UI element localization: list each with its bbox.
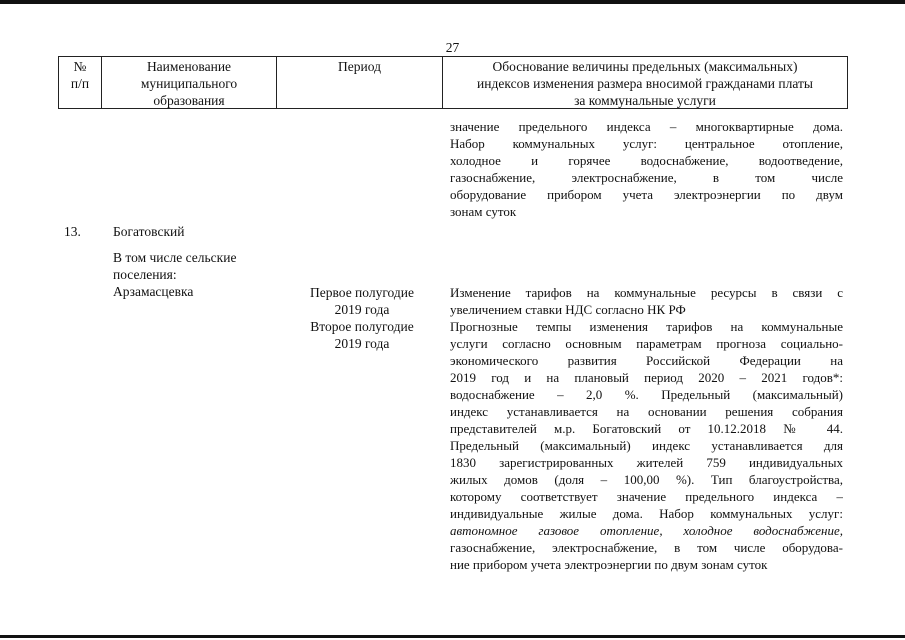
continuation-text [450, 118, 843, 220]
row-number: 13. [64, 224, 81, 239]
text-line: индекс устанавливается на основании решения собрания [450, 404, 843, 419]
period-cell [296, 284, 428, 352]
text-line: автономное газовое отопление, холодное водоснабжение, [450, 523, 843, 538]
text-line: зонам суток [450, 204, 517, 219]
text-line: которому соответствует значение предельного индекса – [450, 489, 843, 504]
text-line: газоснабжение, электроснабжение, в том числе [450, 170, 843, 185]
period-line: Первое полугодие [310, 285, 414, 300]
text-line: 2019 год и на плановый период 2020 – 2021 годов*: [450, 370, 843, 385]
subheading: В том числе сельские поселения: [113, 250, 237, 282]
header-period: Период [277, 57, 443, 108]
text-line: Изменение тарифов на коммунальные ресурсы в связи с [450, 285, 843, 300]
text-line: увеличением ставки НДС согласно НК РФ [450, 302, 686, 317]
municipality-name: Богатовский [113, 224, 185, 239]
table-header [58, 56, 848, 109]
page-number: 27 [445, 40, 460, 55]
text-line: Прогнозные темпы изменения тарифов на коммунальные [450, 319, 843, 334]
header-justification: Обоснование величины предельных (максимальных) индексов изменения размера вносимой гражданами платы за коммунальные услуги [477, 59, 813, 108]
period-line: 2019 года [334, 336, 390, 351]
period-line: 2019 года [334, 302, 390, 317]
text-line: холодное и горячее водоснабжение, водоотведение, [450, 153, 843, 168]
text-line: представителей м.р. Богатовский от 10.12.2018 № 44. [450, 421, 843, 436]
text-line: ние прибором учета электроэнергии по двум зонам суток [450, 557, 768, 572]
text-line: Набор коммунальных услуг: центральное отопление, [450, 136, 843, 151]
text-line: оборудование прибором учета электроэнергии по двум [450, 187, 843, 202]
justification-text [450, 284, 843, 573]
top-rule [0, 0, 905, 4]
header-number: № п/п [59, 57, 102, 108]
text-line: экономического развития Российской Федерации на [450, 353, 843, 368]
period-line: Второе полугодие [310, 319, 414, 334]
text-line: Предельный (максимальный) индекс устанавливается для [450, 438, 843, 453]
text-line: жилых домов (доля – 100,00 %). Тип благоустройства, [450, 472, 843, 487]
text-line: значение предельного индекса – многоквартирные дома. [450, 119, 843, 134]
text-line: индивидуальные жилые дома. Набор коммунальных услуг: [450, 506, 843, 521]
text-line: 1830 зарегистрированных жителей 759 индивидуальных [450, 455, 843, 470]
text-line: газоснабжение, электроснабжение, в том числе оборудова- [450, 540, 843, 555]
text-line: водоснабжение – 2,0 %. Предельный (максимальный) [450, 387, 843, 402]
bottom-rule [0, 635, 905, 638]
header-municipality: Наименование муниципального образования [102, 57, 277, 108]
text-line: услуги согласно основным параметрам прогноза социально- [450, 336, 843, 351]
settlement-name: Арзамасцевка [113, 284, 194, 299]
